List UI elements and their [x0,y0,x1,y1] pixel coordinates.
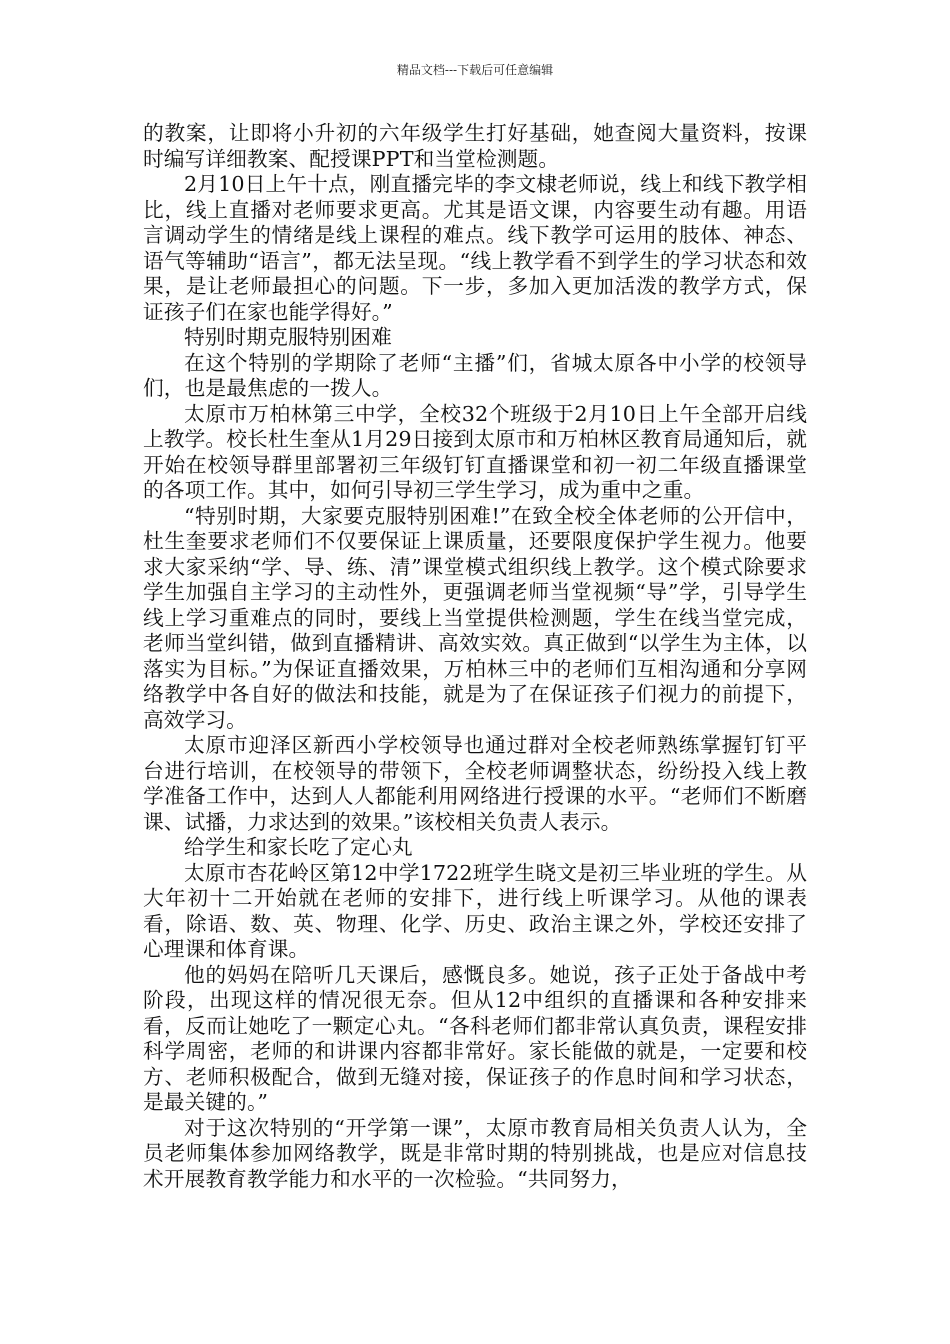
paragraph-8: 他的妈妈在陪听几天课后，感慨良多。她说，孩子正处于备战中考阶段，出现这样的情况很无奈。但从12中组织的直播课和各种安排来看，反而让她吃了一颗定心丸。“各科老师们都非常认真负责，课程安排科学周密，老师的和讲课内容都非常好。家长能做的就是，一定要和校方、老师积极配合，做到无缝对接，保证孩子的作息时间和学习状态，是最关键的。” [143,962,807,1114]
paragraph-4: 太原市万柏林第三中学，全校32个班级于2月10日上午全部开启线上教学。校长杜生奎从1月29日接到太原市和万柏林区教育局通知后，就开始在校领导群里部署初三年级钉钉直播课堂和初一初二年级直播课堂的各项工作。其中，如何引导初三学生学习，成为重中之重。 [143,401,807,502]
section-heading-2: 给学生和家长吃了定心丸 [184,835,413,859]
document-body [143,121,807,1192]
section-heading-1: 特别时期克服特别困难 [184,325,392,349]
paragraph-6: 太原市迎泽区新西小学校领导也通过群对全校老师熟练掌握钉钉平台进行培训，在校领导的带领下，全校老师调整状态，纷纷投入线上教学准备工作中，达到人人都能利用网络进行授课的水平。“老师们不断磨课、试播，力求达到的效果。”该校相关负责人表示。 [143,733,807,834]
paragraph-7: 太原市杏花岭区第12中学1722班学生晓文是初三毕业班的学生。从大年初十二开始就在老师的安排下，进行线上听课学习。从他的课表看，除语、数、英、物理、化学、历史、政治主课之外，学校还安排了心理课和体育课。 [143,860,807,961]
paragraph-5: “特别时期，大家要克服特别困难!”在致全校全体老师的公开信中，杜生奎要求老师们不仅要保证上课质量，还要限度保护学生视力。他要求大家采纳“学、导、练、清”课堂模式组织线上教学。这个模式除要求学生加强自主学习的主动性外，更强调老师当堂视频“导”学，引导学生线上学习重难点的同时，要线上当堂提供检测题，学生在线当堂完成，老师当堂纠错，做到直播精讲、高效实效。真正做到“以学生为主体，以落实为目标。”为保证直播效果，万柏林三中的老师们互相沟通和分享网络教学中各自好的做法和技能，就是为了在保证孩子们视力的前提下，高效学习。 [143,503,807,732]
paragraph-2: 2月10日上午十点，刚直播完毕的李文棣老师说，线上和线下教学相比，线上直播对老师要求更高。尤其是语文课，内容要生动有趣。用语言调动学生的情绪是线上课程的难点。线下教学可运用的肢体、神态、语气等辅助“语言”，都无法呈现。“线上教学看不到学生的学习状态和效果，是让老师最担心的问题。下一步，多加入更加活泼的教学方式，保证孩子们在家也能学得好。” [143,172,807,324]
page-header: 精品文档---下载后可任意编辑 [396,63,554,77]
paragraph-9: 对于这次特别的“开学第一课”，太原市教育局相关负责人认为，全员老师集体参加网络教学，既是非常时期的特别挑战，也是应对信息技术开展教育教学能力和水平的一次检验。“共同努力， [143,1115,807,1191]
paragraph-3: 在这个特别的学期除了老师“主播”们，省城太原各中小学的校领导们，也是最焦虑的一拨人。 [143,350,807,400]
paragraph-1: 的教案，让即将小升初的六年级学生打好基础，她查阅大量资料，按课时编写详细教案、配授课PPT和当堂检测题。 [143,121,807,171]
